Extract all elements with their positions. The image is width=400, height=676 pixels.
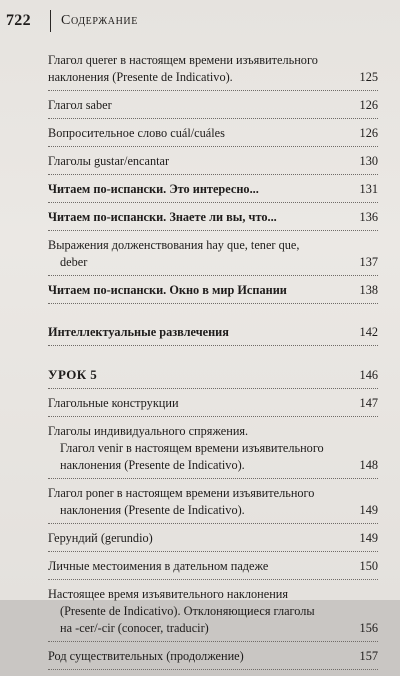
toc-page-number: 149 (359, 531, 378, 545)
toc-page-number: 150 (359, 559, 378, 573)
toc-page-number: 131 (359, 182, 378, 196)
toc-entry-line: Род существительных (продолжение) (48, 649, 244, 663)
toc-entry-line: Глагол venir в настоящем времени изъявительного (60, 441, 324, 455)
toc-page-number: 146 (359, 368, 378, 382)
toc-entry (48, 530, 378, 552)
toc-page-number: 130 (359, 154, 378, 168)
toc-lesson-heading (48, 366, 378, 389)
toc-entry (48, 648, 378, 670)
toc-entry-line: Читаем по-испански. Это интересно... (48, 182, 259, 196)
toc-entry-line: Глагол poner в настоящем времени изъявительного (48, 486, 315, 500)
toc-entry-line: Герундий (gerundio) (48, 531, 153, 545)
toc-entry-line: Глаголы индивидуального спряжения. (48, 424, 249, 438)
toc-page-number: 147 (359, 396, 378, 410)
header-divider (50, 10, 51, 32)
page-number: 722 (6, 12, 31, 29)
toc-page-number: 157 (359, 649, 378, 663)
page-header (6, 6, 390, 36)
toc-entry-line: deber (60, 255, 88, 269)
toc-page-number: 136 (359, 210, 378, 224)
toc-entry-line: Настоящее время изъявительного наклонения (48, 587, 289, 601)
toc-page-number: 149 (359, 503, 378, 517)
toc-page-number: 125 (359, 70, 378, 84)
toc-entry-line: наклонения (Presente de Indicativo). (60, 458, 245, 472)
section-title: Содержание (61, 13, 138, 28)
toc-entry (48, 395, 378, 417)
toc-entry (48, 153, 378, 175)
toc-entry-line: Глагол querer в настоящем времени изъявительного (48, 53, 318, 67)
toc-page-number: 126 (359, 126, 378, 140)
toc-entry (48, 282, 378, 304)
toc-entry-line: Вопросительное слово cuál/cuáles (48, 126, 225, 140)
toc-entry (48, 52, 378, 91)
toc-entry (48, 324, 378, 346)
toc-page-number: 126 (359, 98, 378, 112)
toc-entry (48, 586, 378, 642)
toc-entry-line: на -cer/-cir (conocer, traducir) (60, 621, 209, 635)
toc-page-number: 148 (359, 458, 378, 472)
toc-entry-line: Личные местоимения в дательном падеже (48, 559, 269, 573)
toc-entry-line: Глагольные конструкции (48, 396, 179, 410)
toc-entry (48, 181, 378, 203)
toc-entry (48, 237, 378, 276)
toc-entry-line: (Presente de Indicativo). Отклоняющиеся глаголы (60, 604, 315, 618)
toc-entry (48, 423, 378, 479)
toc-entry (48, 97, 378, 119)
toc-entry (48, 485, 378, 524)
toc-entry-line: УРОК 5 (48, 367, 98, 382)
toc-entry-line: Выражения долженствования hay que, tener que, (48, 238, 300, 252)
toc-page-number: 142 (359, 325, 378, 339)
toc-entry (48, 558, 378, 580)
toc-entry (48, 209, 378, 231)
toc-entry (48, 125, 378, 147)
toc-page-number: 137 (359, 255, 378, 269)
toc-entry-line: наклонения (Presente de Indicativo). (60, 503, 245, 517)
toc-entry-line: Читаем по-испански. Знаете ли вы, что... (48, 210, 277, 224)
toc-page-number: 156 (359, 621, 378, 635)
toc-entry-line: Читаем по-испански. Окно в мир Испании (48, 283, 287, 297)
toc-entry-line: Интеллектуальные развлечения (48, 325, 229, 339)
toc-page-number: 138 (359, 283, 378, 297)
toc-entry-line: Глаголы gustar/encantar (48, 154, 170, 168)
toc-entry-line: наклонения (Presente de Indicativo). (48, 70, 233, 84)
table-of-contents (48, 52, 378, 676)
toc-entry-line: Глагол saber (48, 98, 112, 112)
